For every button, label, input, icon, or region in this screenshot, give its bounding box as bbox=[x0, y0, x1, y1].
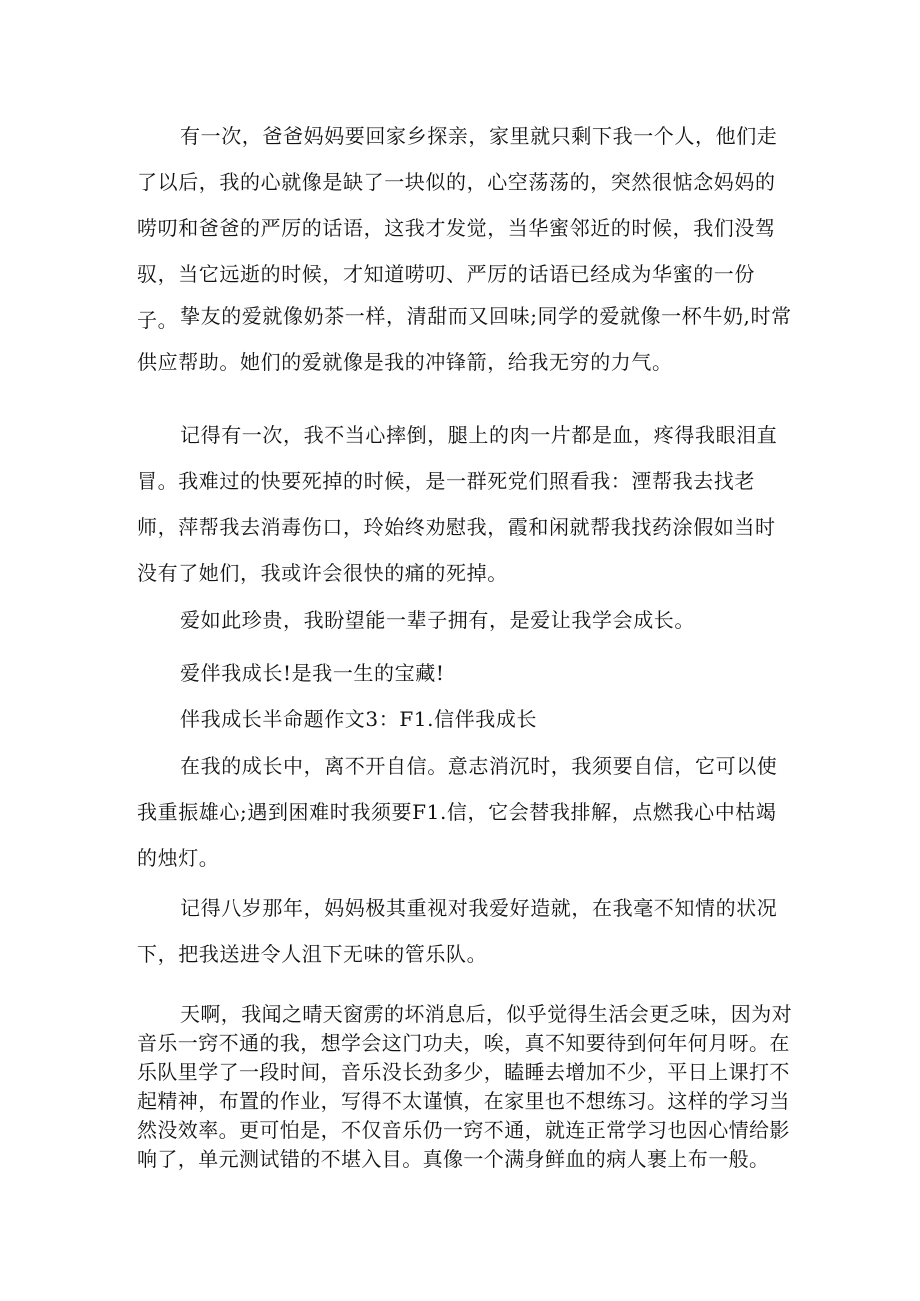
paragraph-family-trip: 有一次，爸爸妈妈要回家乡探亲，家里就只剩下我一个人，他们走了以后，我的心就像是缺了一块似的，心空荡荡的，突然很惦念妈妈的唠叨和爸爸的严厉的话语，这我才发觉，当华蜜邻近的时候，我们没驾驭，当它远逝的时候，才知道唠叨、严厉的话语已经成为华蜜的一份子。 bbox=[137, 124, 778, 332]
paragraph-band-struggle: 天啊，我闻之晴天窗雳的坏消息后，似乎觉得生活会更乏味，因为对音乐一窍不通的我，想学会这门功夫，唉，真不知要待到何年何月呀。在乐队里学了一段时间，音乐没长劲多少，瞌睡去增加不少，平日上课打不起精神，布置的作业，写得不太谨慎，在家里也不想练习。这样的学习当然没效率。更可怕是，不仅音乐仍一窍不通，就连正常学习也因心情给影响了，单元测试错的不堪入目。真像一个满身鲜血的病人裹上布一般。 bbox=[137, 1002, 792, 1171]
paragraph-fall-memory: 记得有一次，我不当心摔倒，腿上的肉一片都是血，疼得我眼泪直冒。我难过的快要死掉的时候，是一群死党们照看我：湮帮我去找老师，萍帮我去消毒伤口，玲始终劝慰我，霞和闲就帮我找药涂假如当时没有了她们，我或许会很快的痛的死掉。 bbox=[137, 423, 778, 585]
paragraph-love-treasure: 爱伴我成长!是我一生的宝藏! bbox=[180, 661, 445, 685]
paragraph-band-memory: 记得八岁那年，妈妈极其重视对我爱好造就，在我毫不知情的状况下，把我送进令人沮下无味的管乐队。 bbox=[137, 896, 778, 966]
paragraph-love-precious: 爱如此珍贵，我盼望能一辈子拥有，是爱让我学会成长。 bbox=[180, 608, 695, 632]
paragraph-confidence: 在我的成长中，离不开自信。意志消沉时，我须要自信，它可以使我重振雄心;遇到困难时我须要F1.信，它会替我排解，点燃我心中枯竭的烛灯。 bbox=[137, 754, 778, 870]
essay-title: 伴我成长半命题作文3：F1.信伴我成长 bbox=[180, 707, 538, 731]
paragraph-friends-love: 挚友的爱就像奶茶一样，清甜而又回味;同学的爱就像一杯牛奶,时常供应帮助。她们的爱就像是我的冲锋箭，给我无穷的力气。 bbox=[137, 304, 792, 374]
